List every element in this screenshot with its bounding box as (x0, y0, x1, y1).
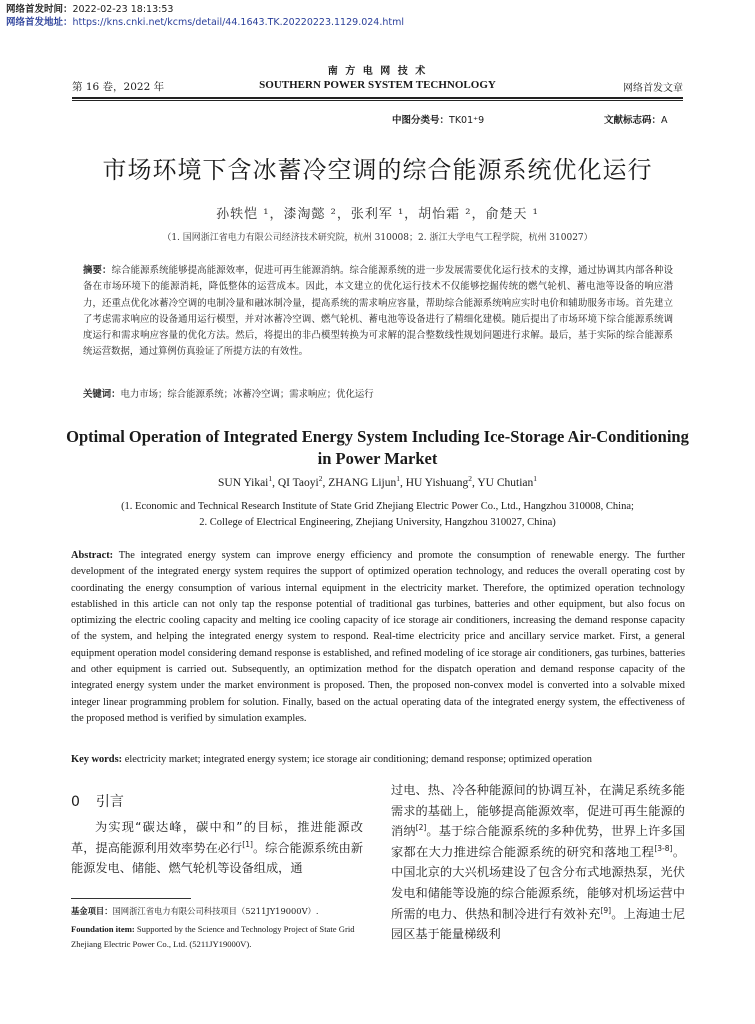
pub-time-label: 网络首发时间： (6, 4, 73, 15)
funding-cn-text: 国网浙江省电力有限公司科技项目（5211JY19000V）. (112, 906, 319, 916)
footnote-funding-en (71, 922, 366, 951)
author-en-affil: 2 (318, 474, 323, 484)
authors-cn: 孙轶恺 ¹，漆淘懿 ²，张利军 ¹，胡怡霜 ²，俞楚天 ¹ (216, 207, 539, 222)
section-number: 0 (71, 794, 80, 810)
author-en: YU Chutian (477, 477, 534, 489)
author-en-affil: 1 (268, 474, 273, 484)
body-text: 。综合能源系统由新能源发电、储能、燃气轮机等设备组成，通 (71, 840, 364, 876)
keywords-en-text: electricity market; integrated energy system; ice storage air conditioning; demand response; optimized operation (124, 754, 592, 765)
keywords-cn-text: 电力市场；综合能源系统；冰蓄冷空调；需求响应；优化运行 (120, 389, 374, 400)
citation-ref[interactable]: [9] (600, 905, 612, 915)
section-heading (71, 791, 124, 811)
keywords-en-label: Key words: (71, 754, 123, 765)
author-en-affil: 1 (396, 474, 400, 484)
abstract-cn-label: 摘要： (83, 265, 112, 276)
author-en-affil: 2 (468, 474, 473, 484)
funding-cn-label: 基金项目： (71, 906, 113, 916)
author-en: SUN Yikai (218, 477, 269, 489)
author-en-affil: 1 (533, 474, 537, 484)
body-text: 为实现“碳达峰，碳中和”的目标，推进能源改革，提高能源利用效率势在必行 (71, 820, 363, 855)
body-text: 。基于综合能源系统的多种优势，世界上许多国家都在大力推进综合能源系统的研究和落地工程 (391, 824, 686, 859)
header-rule-thick (72, 97, 683, 99)
keywords-cn-label: 关键词： (83, 389, 121, 400)
pub-time-line (6, 3, 404, 16)
abstract-en-label: Abstract: (71, 550, 114, 561)
affiliation-en (60, 499, 695, 531)
body-text: 。上海迪士尼园区基于能量梯级利 (391, 906, 686, 942)
abstract-cn (83, 263, 673, 361)
author-en: HU Yishuang (405, 477, 469, 489)
author-en: QI Taoyi (277, 477, 319, 489)
paper-title-cn: 市场环境下含冰蓄冷空调的综合能源系统优化运行 (102, 156, 653, 184)
footnote-funding-cn (71, 905, 366, 917)
author-en: ZHANG Lijun (328, 477, 397, 489)
header-rule-thin (72, 100, 683, 101)
body-text: 。中国北京的大兴机场建设了包含分布式地源热泵，光伏发电和储能等设施的综合能源系统，能够对机场运营中所需的电力、供热和制冷进行有效补充 (391, 844, 686, 921)
online-publication-meta (6, 3, 404, 29)
keywords-cn (83, 388, 673, 402)
body-column-right (391, 780, 685, 945)
citation-ref[interactable]: [3-8] (654, 843, 673, 853)
journal-name-cn: 南 方 电 网 技 术 (327, 66, 428, 77)
paper-title-en: Optimal Operation of Integrated Energy System Including Ice-Storage Air-Conditioning in Power Market (66, 427, 689, 468)
pub-url-label: 网络首发地址： (6, 17, 73, 28)
body-text: 过电、热、冷各种能源间的协调互补，在满足系统多能需求的基础上，能够提高能源效率，促进可再生能源的消纳 (391, 783, 685, 839)
journal-name-en: SOUTHERN POWER SYSTEM TECHNOLOGY (259, 79, 496, 91)
doc-value: A (661, 115, 668, 126)
abstract-cn-text: 综合能源系统能够提高能源效率，促进可再生能源消纳。综合能源系统的进一步发展需要优化运行技术的支撑，通过协调其内部各种设备在市场环境下的能源消耗，降低整体的运营成本。因此，本文建立的优化运行技术不仅能够挖掘传统的燃气轮机、蓄电池等设备的响应潜力，还重点优化冰蓄冷空调的电制冷量和融冰制冷量，提高系统的需求响应容量，帮助综合能源系统响应实时电价和辅助服务市场。首先建立了考虑需求响应的设备通用运行模型，并对冰蓄冷空调、燃气轮机、蓄电池等设备进行了精细化建模。随后提出了市场环境下综合能源系统调度运行和需求响应容量的优化方法。然后，将提出的非凸模型转换为可求解的混合整数线性规划问题进行求解。最后，基于实际的综合能源系统运营数据，通过算例仿真验证了所提方法的有效性。 (83, 265, 673, 358)
document-code (604, 112, 668, 126)
funding-en-text: Supported by the Science and Technology Project of State Grid Zhejiang Electric Power Co., Ltd. (5211JY19000V). (71, 924, 355, 949)
publication-type: 网络首发文章 (623, 83, 683, 94)
authors-en: SUN Yikai$^1$, QI Taoyi$^2$, ZHANG Lijun$^1$, HU Yishuang$^2$, YU Chutian$^1$ (218, 474, 537, 489)
affiliation-cn: （1. 国网浙江省电力有限公司经济技术研究院，杭州 310008；2. 浙江大学电气工程学院，杭州 310027） (162, 233, 593, 243)
pub-time-value: 2022-02-23 18:13:53 (72, 4, 174, 15)
footnote-rule (71, 898, 191, 899)
class-value: TK01⁺9 (449, 115, 485, 126)
body-column-left (71, 817, 363, 879)
running-header (72, 79, 683, 95)
funding-en-label: Foundation item: (71, 924, 135, 934)
classification-code (392, 112, 484, 126)
citation-ref[interactable]: [1] (242, 839, 253, 849)
pub-url-line (6, 16, 404, 29)
abstract-en-text: The integrated energy system can improve energy efficiency and promote the consumption of renewable energy. The further development of the integrated energy system requires the support of optimized operation technology, and reduces the overall operating cost by coordinating the energy consumption of various internal equipment in the electricity market. Therefore, the optimized operation technology established in this article can not only tap the response potential of traditional gas turbines, batteries and other equipment, but also focus on optimizing the electric cooling capacity and melting ice cooling capacity of ice storage air conditioners, increasing the demand response capacity of the system, and helping the integrated energy system to respond. Real-time electricity price and ancillary service market. First, a general equipment operation model considering demand response is established, and refined modeling of ice storage air conditioners, gas turbines, batteries and other equipment is carried out. Subsequently, an optimization method for the dispatch operation and demand response capacity of the integrated energy system under the market environment is proposed. Then, the proposed non-convex model is converted into a solvable mixed integer linear programming problem for solution. Finally, based on the actual operating data of the integrated energy system, the effectiveness of the proposed method is verified by simulation examples. (71, 550, 685, 724)
volume-year: 第 16 卷，2022 年 (72, 81, 165, 93)
doc-label: 文献标志码： (604, 115, 662, 126)
affiliation-en-line: (1. Economic and Technical Research Institute of State Grid Zhejiang Electric Power Co., Ltd., Hangzhou 310008, China; (121, 501, 634, 512)
affiliation-en-line: 2. College of Electrical Engineering, Zhejiang University, Hangzhou 310027, China) (199, 517, 556, 528)
abstract-en (71, 548, 685, 727)
keywords-en (71, 753, 685, 767)
section-title: 引言 (95, 794, 124, 810)
citation-ref[interactable]: [2] (415, 823, 427, 833)
class-label: 中图分类号： (392, 115, 450, 126)
pub-url-link[interactable]: https://kns.cnki.net/kcms/detail/44.1643.TK.20220223.1129.024.html (72, 17, 405, 28)
